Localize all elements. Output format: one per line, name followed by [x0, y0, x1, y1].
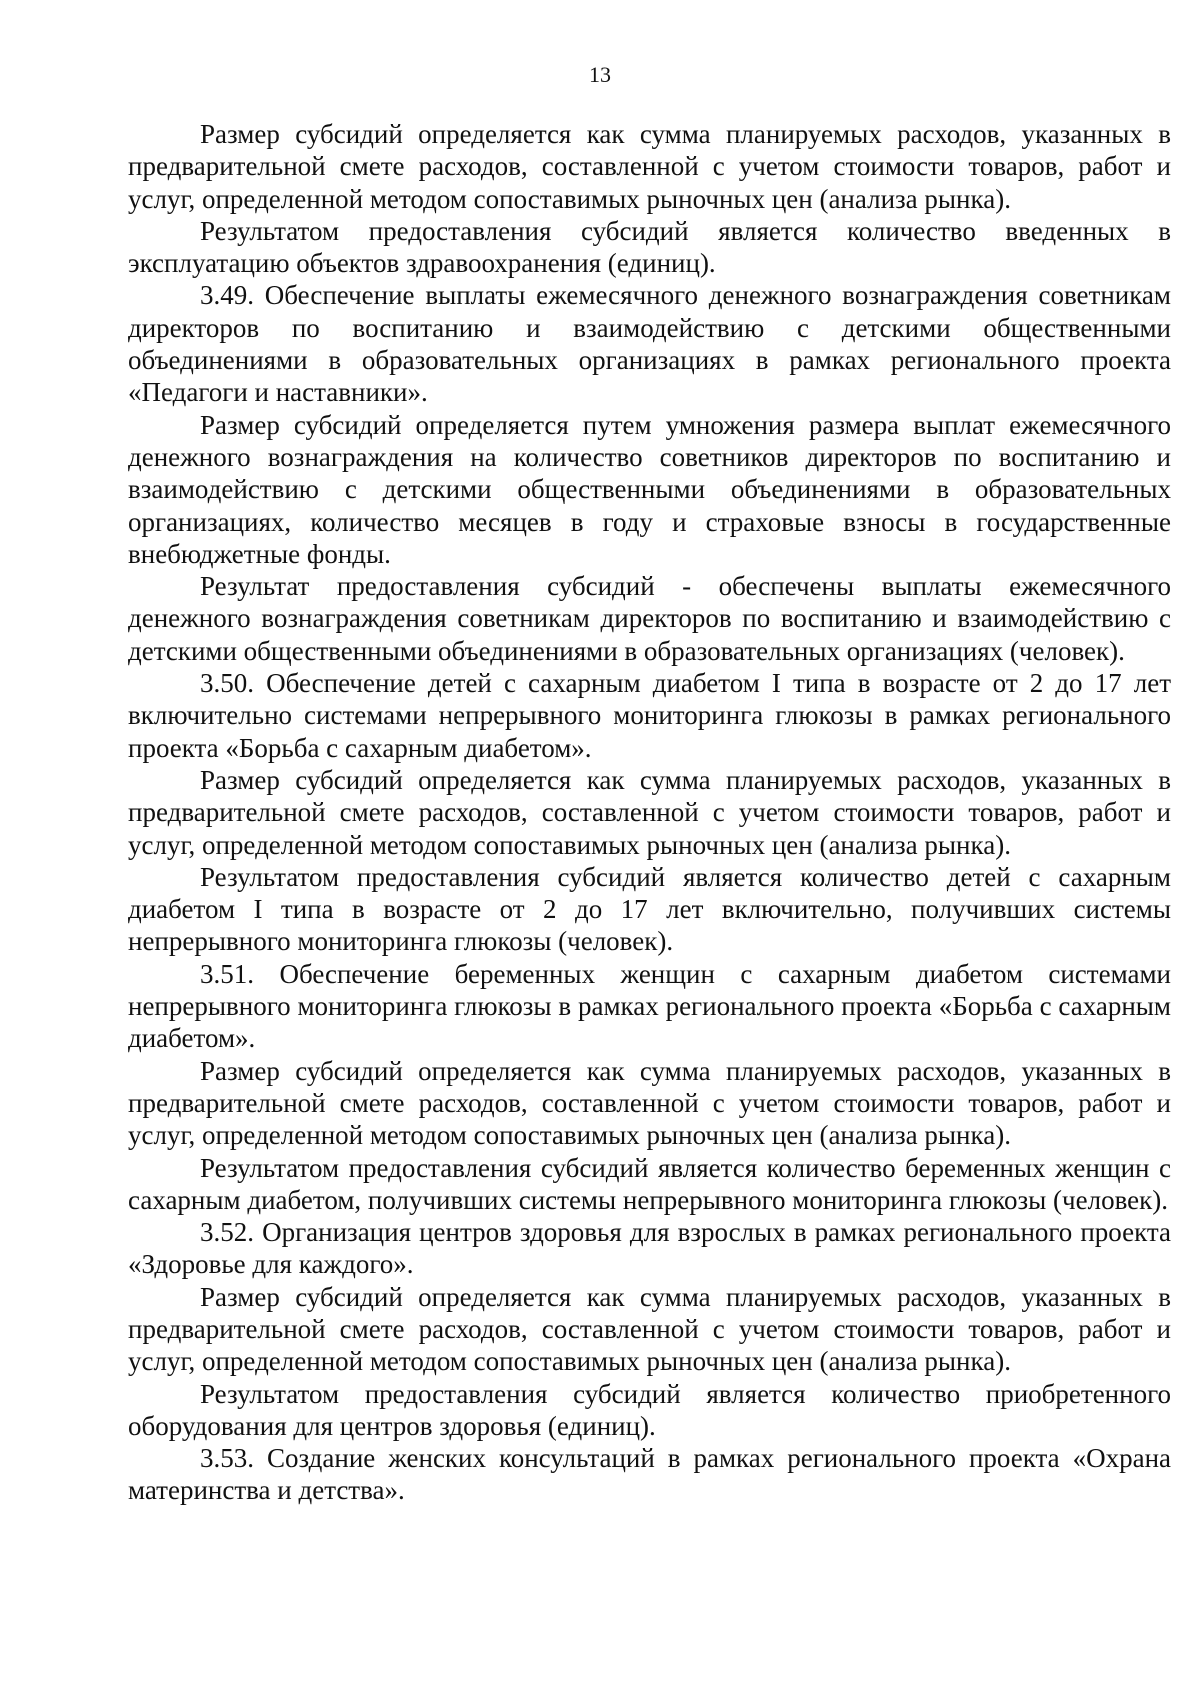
- section-heading-3-52: 3.52. Организация центров здоровья для взрослых в рамках регионального проекта «Здоровье для каждого».: [128, 1217, 1171, 1280]
- paragraph: Результатом предоставления субсидий является количество введенных в эксплуатацию объектов здравоохранения (единиц).: [128, 215, 1171, 279]
- section-heading-3-51: 3.51. Обеспечение беременных женщин с сахарным диабетом системами непрерывного мониторинга глюкозы в рамках регионального проекта «Борьба с сахарным диабетом».: [128, 958, 1171, 1054]
- paragraph: Размер субсидий определяется как сумма планируемых расходов, указанных в предварительной смете расходов, составленной с учетом стоимости товаров, работ и услуг, определенной методом сопоставимых рыночных цен (анализа рынка).: [128, 1055, 1171, 1151]
- paragraph: Размер субсидий определяется как сумма планируемых расходов, указанных в предварительной смете расходов, составленной с учетом стоимости товаров, работ и услуг, определенной методом сопоставимых рыночных цен (анализа рынка).: [128, 119, 1171, 214]
- document-body: [128, 118, 1171, 1507]
- paragraph: Размер субсидий определяется путем умножения размера выплат ежемесячного денежного вознаграждения на количество советников директоров по воспитанию и взаимодействию с детскими общественными объединениями в образовательных организациях, количество месяцев в году и страховые взносы в государственные внебюджетные фонды.: [128, 409, 1171, 569]
- paragraph: Результатом предоставления субсидий является количество беременных женщин с сахарным диабетом, получивших системы непрерывного мониторинга глюкозы (человек).: [128, 1152, 1171, 1215]
- paragraph: Размер субсидий определяется как сумма планируемых расходов, указанных в предварительной смете расходов, составленной с учетом стоимости товаров, работ и услуг, определенной методом сопоставимых рыночных цен (анализа рынка).: [128, 764, 1171, 860]
- page-number: 13: [589, 62, 611, 87]
- paragraph: Результат предоставления субсидий - обеспечены выплаты ежемесячного денежного вознаграждения советникам директоров по воспитанию и взаимодействию с детскими общественными объединениями в образовательных организациях (человек).: [128, 571, 1171, 666]
- paragraph: Размер субсидий определяется как сумма планируемых расходов, указанных в предварительной смете расходов, составленной с учетом стоимости товаров, работ и услуг, определенной методом сопоставимых рыночных цен (анализа рынка).: [128, 1281, 1171, 1377]
- section-heading-3-50: 3.50. Обеспечение детей с сахарным диабетом I типа в возрасте от 2 до 17 лет включительно системами непрерывного мониторинга глюкозы в рамках регионального проекта «Борьба с сахарным диабетом».: [128, 668, 1171, 763]
- paragraph: Результатом предоставления субсидий является количество приобретенного оборудования для центров здоровья (единиц).: [128, 1378, 1171, 1441]
- paragraph: Результатом предоставления субсидий является количество детей с сахарным диабетом I типа в возрасте от 2 до 17 лет включительно, получивших системы непрерывного мониторинга глюкозы (человек).: [128, 861, 1171, 957]
- section-heading-3-53: 3.53. Создание женских консультаций в рамках регионального проекта «Охрана материнства и детства».: [128, 1443, 1171, 1506]
- section-heading-3-49: 3.49. Обеспечение выплаты ежемесячного денежного вознаграждения советникам директоров по воспитанию и взаимодействию с детскими общественными объединениями в образовательных организациях в рамках регионального проекта «Педагоги и наставники».: [128, 280, 1171, 408]
